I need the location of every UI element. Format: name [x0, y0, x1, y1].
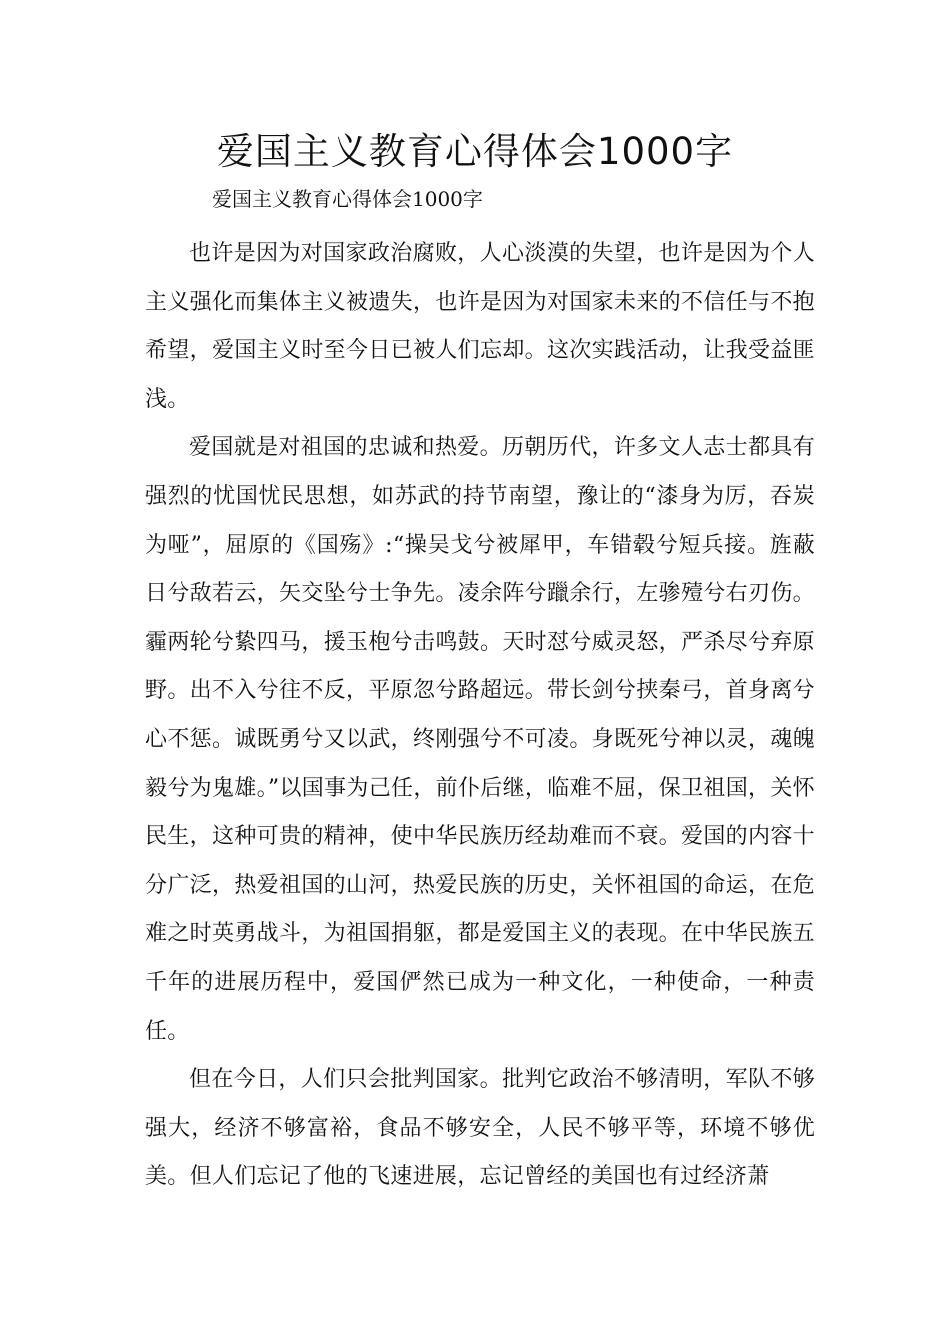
paragraph-1: 也许是因为对国家政治腐败，人心淡漠的失望，也许是因为个人主义强化而集体主义被遗失，也许是因为对国家未来的不信任与不抱希望，爱国主义时至今日已被人们忘却。这次实践活动，让我受益匪浅。: [145, 241, 815, 412]
document-subtitle: 爱国主义教育心得体会1000字: [212, 187, 483, 211]
paragraph-3: 但在今日，人们只会批判国家。批判它政治不够清明，军队不够强大，经济不够富裕，食品不够安全，人民不够平等，环境不够优美。但人们忘记了他的飞速进展，忘记曾经的美国也有过经济萧: [145, 1067, 815, 1190]
document-title: 爱国主义教育心得体会1000字: [216, 130, 734, 173]
paragraph-2: 爱国就是对祖国的忠诚和热爱。历朝历代，许多文人志士都具有强烈的忧国忧民思想，如苏武的持节南望，豫让的“漆身为厉，吞炭为哑”，屈原的《国殇》:“操吴戈兮被犀甲，车错毂兮短兵接。旌蔽日兮敌若云，矢交坠兮士争先。凌余阵兮躐余行，左骖殪兮右刃伤。霾两轮兮絷四马，援玉枹兮击鸣鼓。天时怼兮威灵怒，严杀尽兮弃原野。出不入兮往不反，平原忽兮路超远。带长剑兮挟秦弓，首身离兮心不惩。诚既勇兮又以武，终刚强兮不可凌。身既死兮神以灵，魂魄毅兮为鬼雄。”以国事为己任，前仆后继，临难不屈，保卫祖国，关怀民生，这种可贵的精神，使中华民族历经劫难而不衰。爱国的内容十分广泛，热爱祖国的山河，热爱民族的历史，关怀祖国的命运，在危难之时英勇战斗，为祖国捐躯，都是爱国主义的表现。在中华民族五千年的进展历程中，爱国俨然已成为一种文化，一种使命，一种责任。: [145, 435, 815, 1044]
document-body: [145, 230, 815, 1202]
